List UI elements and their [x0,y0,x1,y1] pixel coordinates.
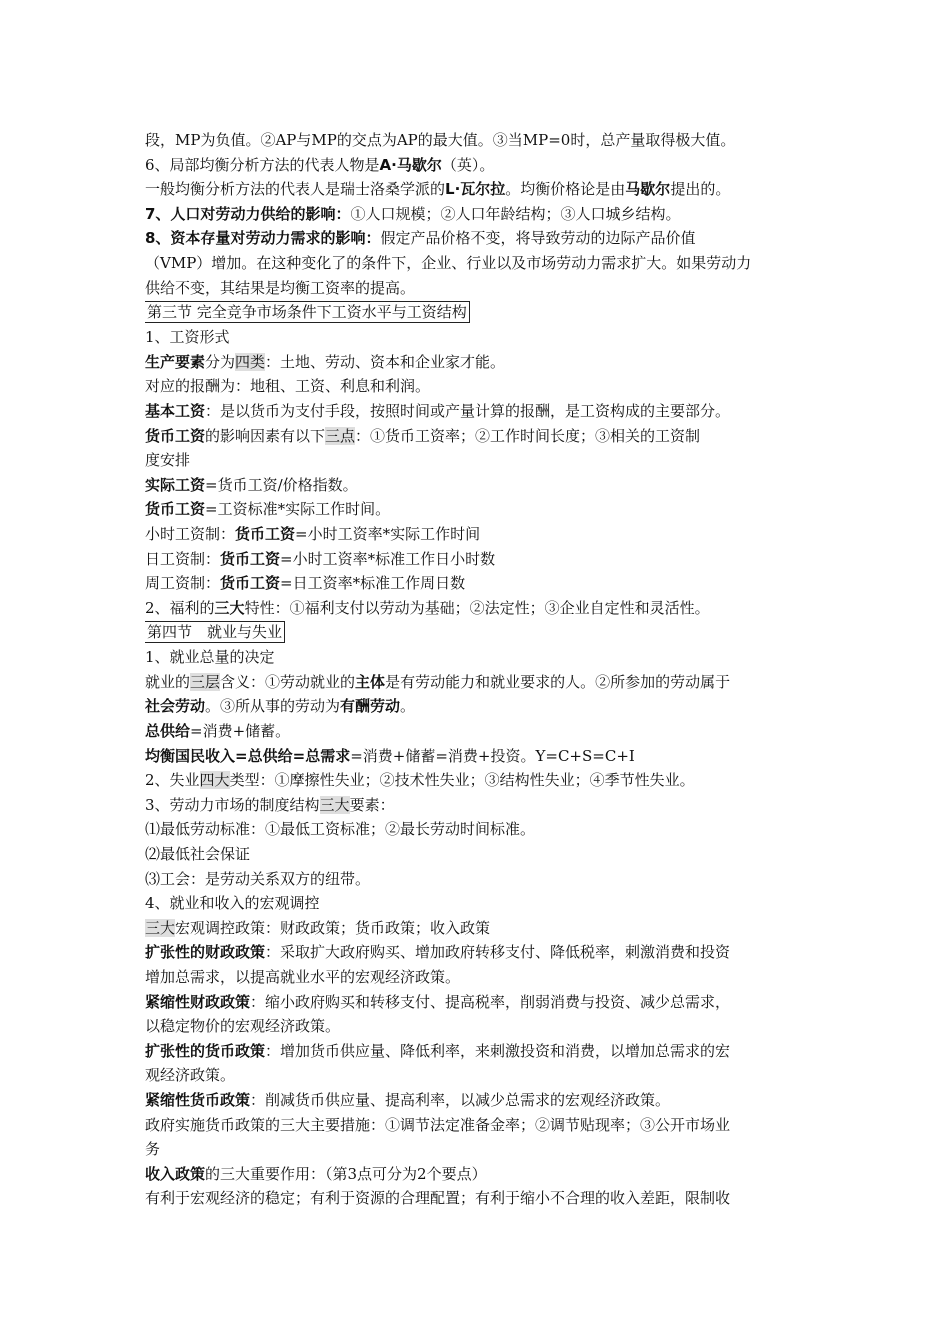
text-line: 收入政策的三大重要作用：（第3点可分为2个要点） [145,1164,487,1183]
text-line: 货币工资的影响因素有以下三点：①货币工资率；②工作时间长度；③相关的工资制 [145,426,701,445]
text-line: 增加总需求，以提高就业水平的宏观经济政策。 [145,968,461,986]
text-line: 务 [145,1140,161,1159]
text-line: 供给不变，其结果是均衡工资率的提高。 [145,278,416,297]
text-line: ⑶工会：是劳动关系双方的纽带。 [145,869,371,888]
text-line: 以稳定物价的宏观经济政策。 [145,1017,341,1036]
text-line: 观经济政策。 [145,1066,236,1085]
text-line: 总供给=消费+储蓄。 [145,722,291,741]
text-line: 周工资制：货币工资=日工资率*标准工作周日数 [145,574,466,593]
text-line: 6、局部均衡分析方法的代表人物是A·马歇尔（英）。 [145,155,495,174]
text-line: 有利于宏观经济的稳定；有利于资源的合理配置；有利于缩小不合理的收入差距，限制收 [145,1189,731,1208]
text-line: 货币工资=工资标准*实际工作时间。 [145,500,391,519]
text-line: 度安排 [145,451,191,470]
text-line: 2、失业四大类型：①摩擦性失业；②技术性失业；③结构性失业；④季节性失业。 [145,771,695,790]
text-line: 政府实施货币政策的三大主要措施：①调节法定准备金率；②调节贴现率；③公开市场业 [145,1115,731,1134]
text-line: 1、工资形式 [145,328,230,347]
text-line: 紧缩性货币政策：削减货币供应量、提高利率，以减少总需求的宏观经济政策。 [145,1090,671,1109]
text-line: ⑴最低劳动标准：①最低工资标准；②最长劳动时间标准。 [145,820,536,839]
text-line: 3、劳动力市场的制度结构三大要素： [145,795,395,814]
section-heading: 第四节 就业与失业 [145,620,809,645]
text-line: 4、就业和收入的宏观调控 [145,894,320,913]
text-line: 三大宏观调控政策：财政政策；货币政策；收入政策 [145,918,491,937]
text-line: 一般均衡分析方法的代表人是瑞士洛桑学派的L·瓦尔拉。均衡价格论是由马歇尔提出的。 [145,180,731,199]
text-line: 8、资本存量对劳动力需求的影响：假定产品价格不变，将导致劳动的边际产品价值 [145,229,696,248]
text-line: （VMP）增加。在这种变化了的条件下，企业、行业以及市场劳动力需求扩大。如果劳动力 [145,253,752,272]
text-line: 社会劳动。③所从事的劳动为有酬劳动。 [145,697,416,716]
section-heading: 第三节 完全竞争市场条件下工资水平与工资结构 [145,300,809,325]
text-line: 生产要素分为四类：土地、劳动、资本和企业家才能。 [145,352,506,371]
text-line: 日工资制：货币工资=小时工资率*标准工作日小时数 [145,549,496,568]
document-page [145,128,809,1211]
text-line: 7、人口对劳动力供给的影响：①人口规模；②人口年龄结构；③人口城乡结构。 [145,204,681,223]
text-line: 扩张性的货币政策：增加货币供应量、降低利率，来刺激投资和消费，以增加总需求的宏 [145,1041,731,1060]
text-line: 小时工资制：货币工资=小时工资率*实际工作时间 [145,524,481,543]
text-line: 扩张性的财政政策：采取扩大政府购买、增加政府转移支付、降低税率，刺激消费和投资 [145,943,731,962]
text-line: 就业的三层含义：①劳动就业的主体是有劳动能力和就业要求的人。②所参加的劳动属于 [145,672,731,691]
text-line: 紧缩性财政政策：缩小政府购买和转移支付、提高税率，削弱消费与投资、减少总需求， [145,992,731,1011]
text-line: 段，MP为负值。②AP与MP的交点为AP的最大值。③当MP=0时，总产量取得极大值。 [145,131,736,149]
text-line: 基本工资：是以货币为支付手段，按照时间或产量计算的报酬，是工资构成的主要部分。 [145,401,731,420]
text-line: 2、福利的三大特性：①福利支付以劳动为基础；②法定性；③企业自定性和灵活性。 [145,598,710,617]
text-line: 实际工资=货币工资/价格指数。 [145,475,358,494]
text-line: 均衡国民收入=总供给=总需求=消费+储蓄=消费+投资。Y=C+S=C+I [145,746,635,765]
text-line: ⑵最低社会保证 [145,845,251,864]
text-line: 对应的报酬为：地租、工资、利息和利润。 [145,377,431,396]
text-line: 1、就业总量的决定 [145,648,275,667]
